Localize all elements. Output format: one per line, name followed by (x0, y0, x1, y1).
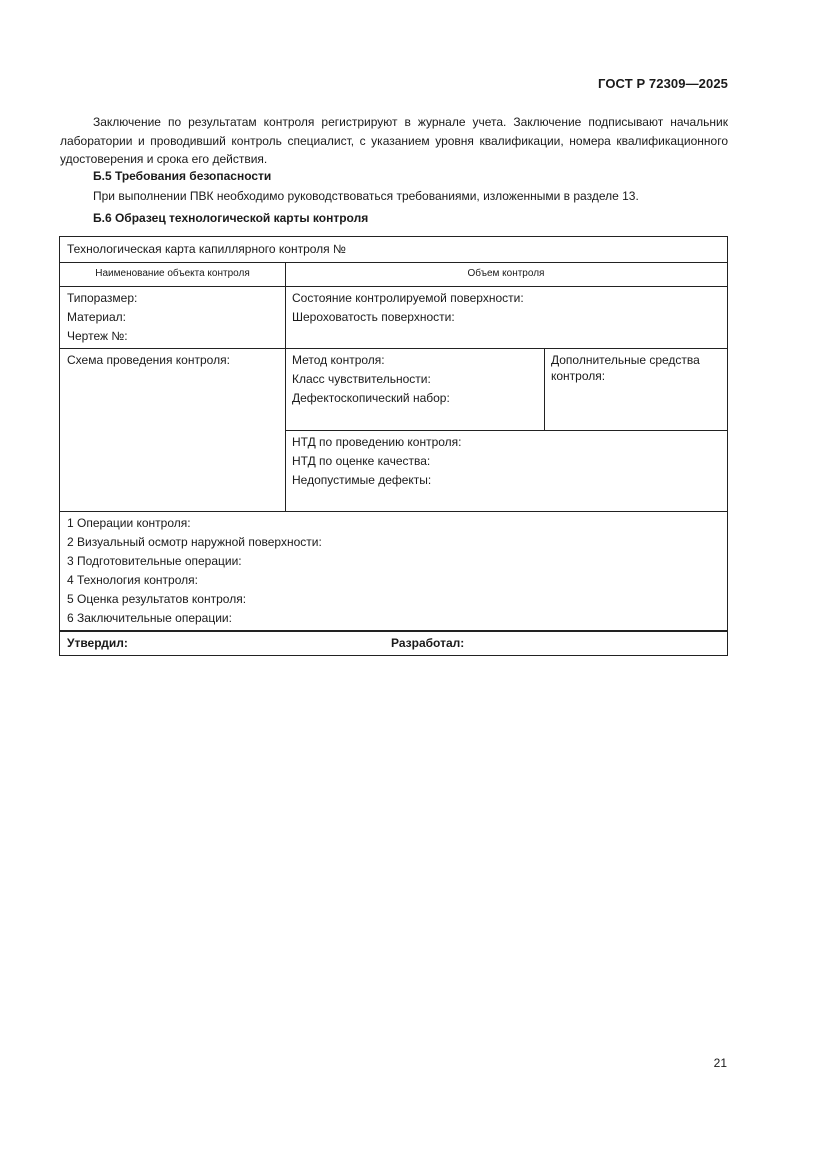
intro-paragraph: Заключение по результатам контроля регистрируют в журнале учета. Заключение подписывают начальник лаборатории и проводивший контроль специалист, с указанием уровня квалификации, номера квалификационного удостоверения и срока его действия. (60, 115, 728, 166)
section-b6-heading: Б.6 Образец технологической карты контроля (93, 211, 369, 225)
field-material: Материал: (67, 310, 126, 324)
row-divider-object (60, 348, 727, 349)
row-divider-title (60, 262, 727, 263)
row-divider-operations (60, 630, 727, 632)
field-defect-kit: Дефектоскопический набор: (292, 391, 450, 405)
operation-item: 6 Заключительные операции: (67, 611, 232, 625)
approved-label: Утвердил: (67, 636, 128, 650)
operation-item: 1 Операции контроля: (67, 516, 191, 530)
col-divider-main (285, 262, 286, 511)
operation-item: 5 Оценка результатов контроля: (67, 592, 247, 606)
operation-item: 2 Визуальный осмотр наружной поверхности: (67, 535, 322, 549)
section-b5-text: При выполнении ПВК необходимо руководствоваться требованиями, изложенными в разделе 13. (93, 189, 639, 203)
row-divider-method (285, 430, 727, 431)
row-divider-headers (60, 286, 727, 287)
field-surface-condition: Состояние контролируемой поверхности: (292, 291, 524, 305)
operation-item: 3 Подготовительные операции: (67, 554, 242, 568)
field-additional-tools-line2: контроля: (551, 369, 606, 383)
developed-label: Разработал: (391, 636, 465, 650)
header-control-scope: Объем контроля (467, 268, 545, 279)
field-control-scheme: Схема проведения контроля: (67, 353, 230, 367)
row-divider-scheme (60, 511, 727, 512)
header-object-name: Наименование объекта контроля (95, 268, 250, 279)
section-b5-heading: Б.5 Требования безопасности (93, 169, 272, 183)
field-ntd-procedure: НТД по проведению контроля: (292, 435, 462, 449)
card-title: Технологическая карта капиллярного контроля № (67, 242, 346, 256)
control-card-table (59, 236, 728, 656)
field-surface-roughness: Шероховатость поверхности: (292, 310, 455, 324)
operation-item: 4 Технология контроля: (67, 573, 198, 587)
field-control-method: Метод контроля: (292, 353, 385, 367)
document-standard-number: ГОСТ Р 72309—2025 (598, 76, 728, 91)
field-size-type: Типоразмер: (67, 291, 138, 305)
field-unacceptable-defects: Недопустимые дефекты: (292, 473, 432, 487)
field-drawing-number: Чертеж №: (67, 329, 128, 343)
field-sensitivity-class: Класс чувствительности: (292, 372, 431, 386)
col-divider-additional (544, 348, 545, 430)
field-additional-tools-line1: Дополнительные средства (551, 353, 700, 367)
field-ntd-quality: НТД по оценке качества: (292, 454, 431, 468)
page-number: 21 (713, 1056, 727, 1070)
